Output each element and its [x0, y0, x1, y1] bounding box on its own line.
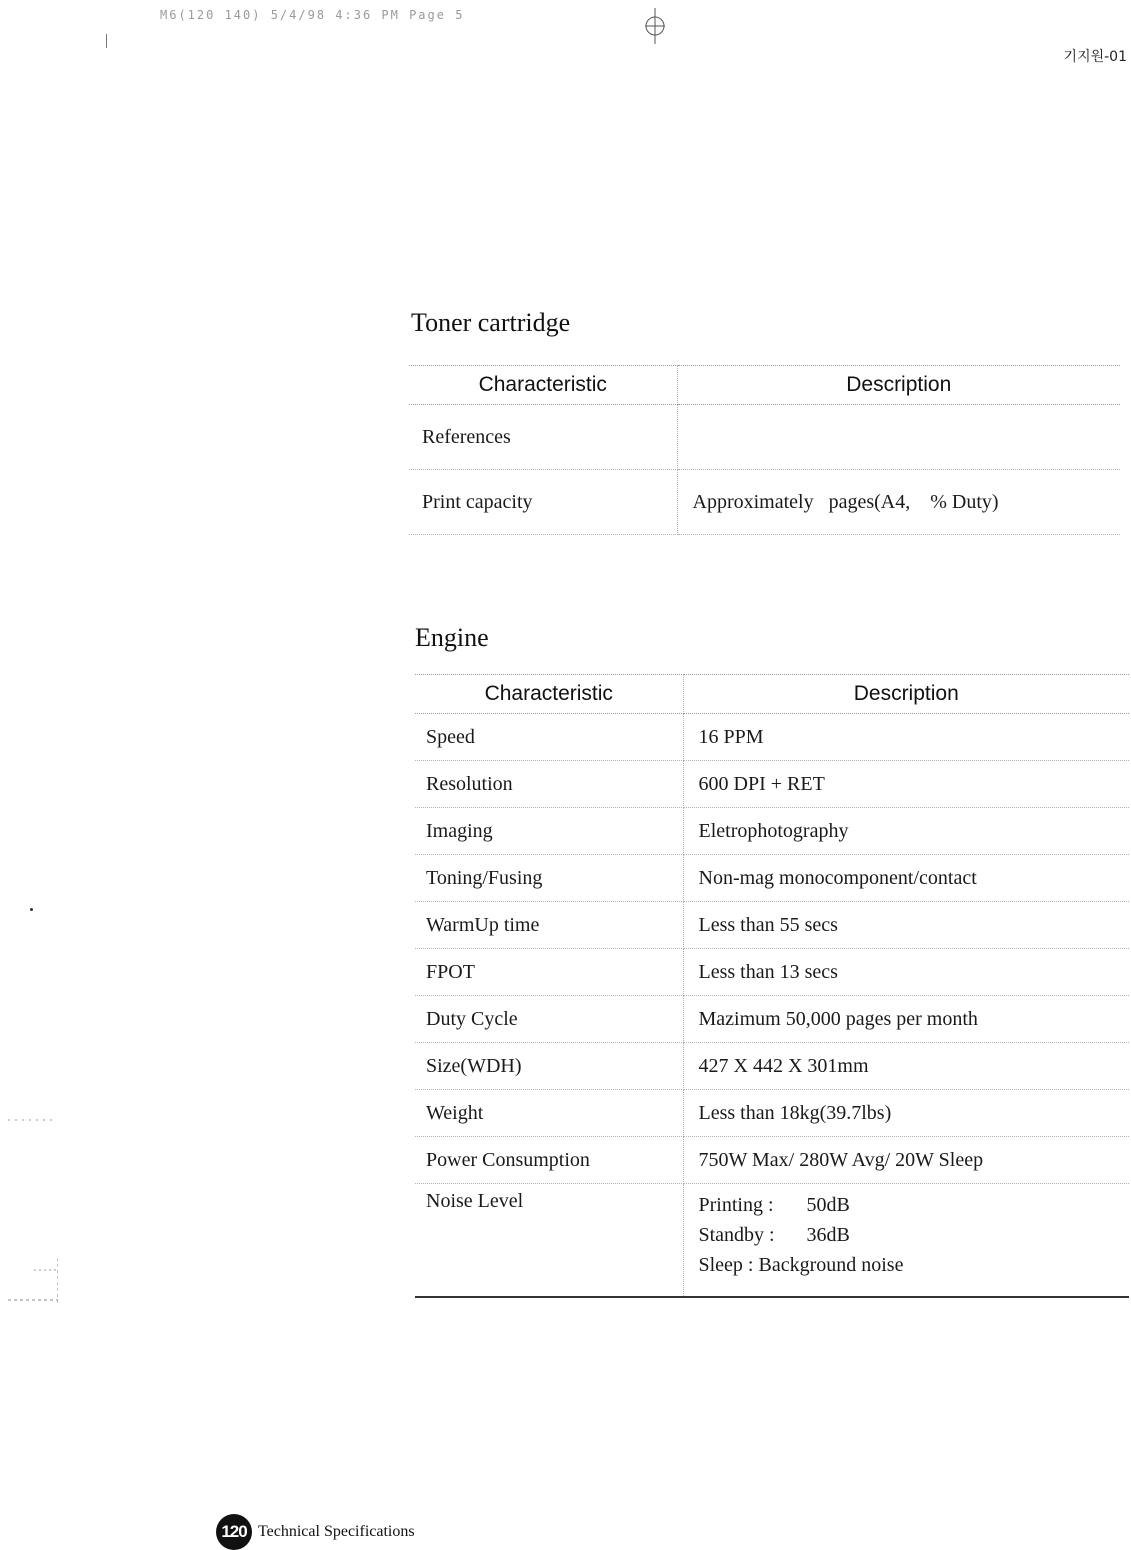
noise-value: Background noise — [758, 1254, 904, 1276]
table-row — [415, 714, 1129, 761]
noise-line — [699, 1220, 1130, 1250]
cell-description: Less than 18kg(39.7lbs) — [683, 1090, 1129, 1137]
table-header-row — [415, 675, 1129, 714]
cell-description: Less than 13 secs — [683, 949, 1129, 996]
table-row — [415, 1043, 1129, 1090]
table-row — [409, 405, 1120, 470]
table-row — [415, 855, 1129, 902]
cell-characteristic: Imaging — [415, 808, 683, 855]
noise-value: 50dB — [806, 1194, 850, 1216]
cell-description: 750W Max/ 280W Avg/ 20W Sleep — [683, 1137, 1129, 1184]
noise-line — [699, 1250, 1130, 1280]
cell-description — [677, 405, 1120, 470]
corner-code: 기지원-01 — [1063, 49, 1127, 65]
header-description: Description — [677, 366, 1120, 405]
margin-mark — [106, 34, 107, 48]
cell-description: 600 DPI + RET — [683, 761, 1129, 808]
toner-table — [409, 365, 1120, 535]
table-row — [415, 808, 1129, 855]
header-characteristic: Characteristic — [409, 366, 677, 405]
print-header: M6(120 140) 5/4/98 4:36 PM Page 5 — [160, 8, 465, 22]
margin-dot — [30, 908, 33, 911]
table-row — [415, 1090, 1129, 1137]
noise-key: Sleep : — [698, 1254, 754, 1276]
table-row — [415, 761, 1129, 808]
cell-characteristic: WarmUp time — [415, 902, 683, 949]
cell-description: Approximately pages(A4, % Duty) — [677, 470, 1120, 535]
table-row — [415, 949, 1129, 996]
page-footer — [216, 1514, 415, 1550]
cell-characteristic: Noise Level — [415, 1184, 683, 1298]
engine-table — [415, 674, 1129, 1298]
noise-value: 36dB — [806, 1224, 850, 1246]
table-row — [415, 902, 1129, 949]
noise-line — [699, 1190, 1130, 1220]
table-row — [415, 1184, 1129, 1298]
page-number-badge: 120 — [216, 1514, 252, 1550]
cell-characteristic: Speed — [415, 714, 683, 761]
scan-margin-marks — [4, 1110, 58, 1310]
cell-description: Mazimum 50,000 pages per month — [683, 996, 1129, 1043]
cell-characteristic: Weight — [415, 1090, 683, 1137]
cell-description: Less than 55 secs — [683, 902, 1129, 949]
noise-key: Printing : — [698, 1194, 774, 1216]
footer-label: Technical Specifications — [258, 1523, 415, 1540]
registration-mark-icon — [643, 8, 667, 44]
cell-characteristic: Toning/Fusing — [415, 855, 683, 902]
cell-characteristic: Resolution — [415, 761, 683, 808]
section-title-toner: Toner cartridge — [411, 308, 571, 337]
cell-characteristic: Size(WDH) — [415, 1043, 683, 1090]
cell-description: Non-mag monocomponent/contact — [683, 855, 1129, 902]
cell-characteristic: FPOT — [415, 949, 683, 996]
section-title-engine: Engine — [415, 623, 489, 652]
table-header-row — [409, 366, 1120, 405]
table-row — [415, 1137, 1129, 1184]
cell-description-noise — [683, 1184, 1129, 1298]
cell-characteristic: References — [409, 405, 677, 470]
noise-key: Standby : — [698, 1224, 775, 1246]
cell-characteristic: Power Consumption — [415, 1137, 683, 1184]
table-row — [409, 470, 1120, 535]
cell-characteristic: Duty Cycle — [415, 996, 683, 1043]
table-row — [415, 996, 1129, 1043]
header-description: Description — [683, 675, 1129, 714]
cell-description: 427 X 442 X 301mm — [683, 1043, 1129, 1090]
header-characteristic: Characteristic — [415, 675, 683, 714]
cell-description: 16 PPM — [683, 714, 1129, 761]
cell-description: Eletrophotography — [683, 808, 1129, 855]
cell-characteristic: Print capacity — [409, 470, 677, 535]
